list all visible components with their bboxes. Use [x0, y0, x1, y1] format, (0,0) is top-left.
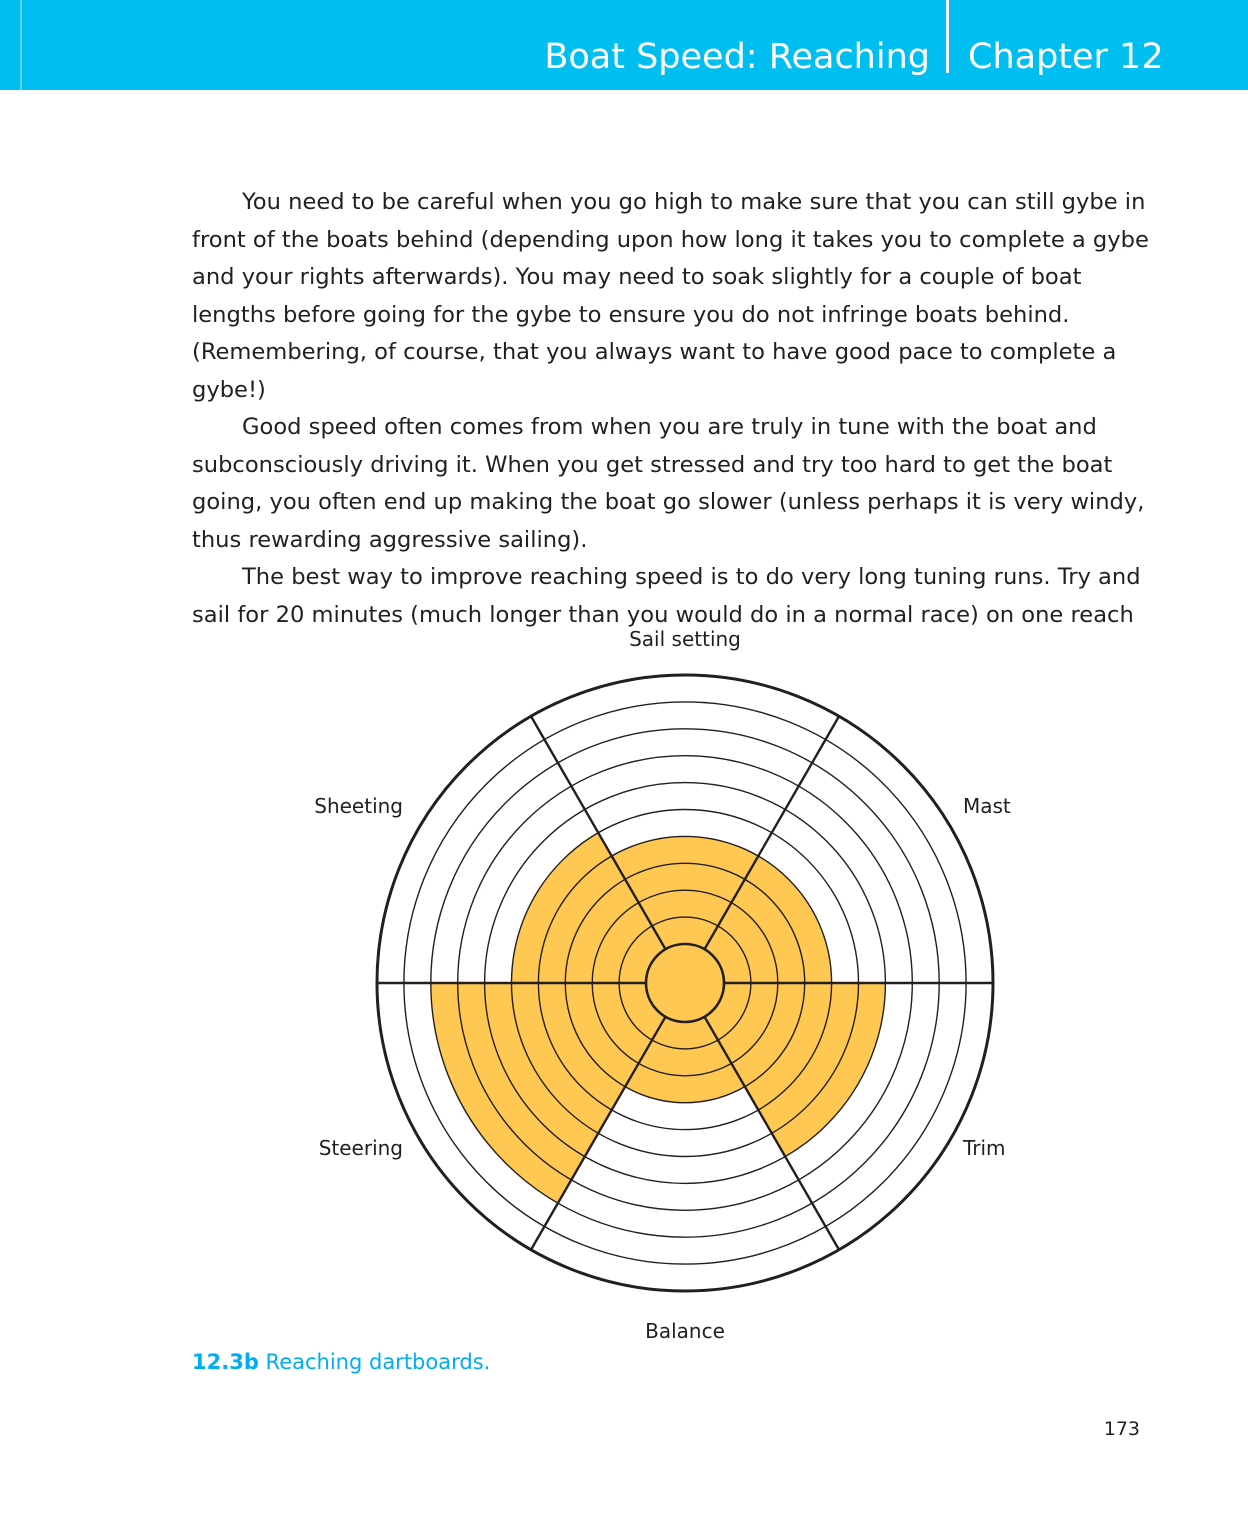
header-divider — [946, 0, 949, 73]
paragraph: Good speed often comes from when you are truly in tune with the boat and subconsciously driving it. When you get stressed and try too hard to get the boat going, you often end up making the boat go slower (unless perhaps it is very windy, thus rewarding aggressive sailing). — [192, 414, 1145, 553]
paragraph: You need to be careful when you go high to make sure that you can still gybe in front of the boats behind (depending upon how long it takes you to complete a gybe and your rights afterwards). You may need to soak slightly for a couple of boat lengths before going for the gybe to ensure you do not infringe boats behind. (Remembering, of course, that you always want to have good pace to complete a gybe!) — [192, 189, 1149, 403]
dartboard-center — [646, 944, 724, 1022]
chapter-label: Chapter 12 — [968, 37, 1164, 77]
figure-number: 12.3b — [192, 1350, 259, 1374]
paragraph: The best way to improve reaching speed is to do very long tuning runs. Try and sail for 20 minutes (much longer than you would do in a normal race) on one reach — [192, 564, 1141, 628]
segment-label-trim: Trim — [963, 1136, 1006, 1160]
chapter-header-band — [0, 0, 1248, 90]
segment-label-steering: Steering — [318, 1136, 403, 1160]
section-title: Boat Speed: Reaching — [544, 37, 930, 77]
reaching-dartboard-figure — [0, 610, 1248, 1344]
segment-label-sheeting: Sheeting — [314, 794, 403, 818]
figure-caption — [192, 1350, 490, 1374]
page-number: 173 — [1103, 1418, 1140, 1440]
segment-label-mast: Mast — [963, 794, 1011, 818]
dartboard-diagram — [0, 610, 1248, 1340]
body-text — [192, 184, 1152, 634]
segment-label-sail-setting: Sail setting — [629, 627, 741, 651]
segment-fill-steering — [431, 983, 666, 1203]
dartboard-fills — [431, 833, 886, 1203]
segment-label-balance: Balance — [645, 1319, 725, 1340]
dartboard-bullseye — [646, 944, 724, 1022]
figure-caption-text: Reaching dartboards. — [265, 1350, 491, 1374]
header-edge-line — [20, 0, 22, 90]
